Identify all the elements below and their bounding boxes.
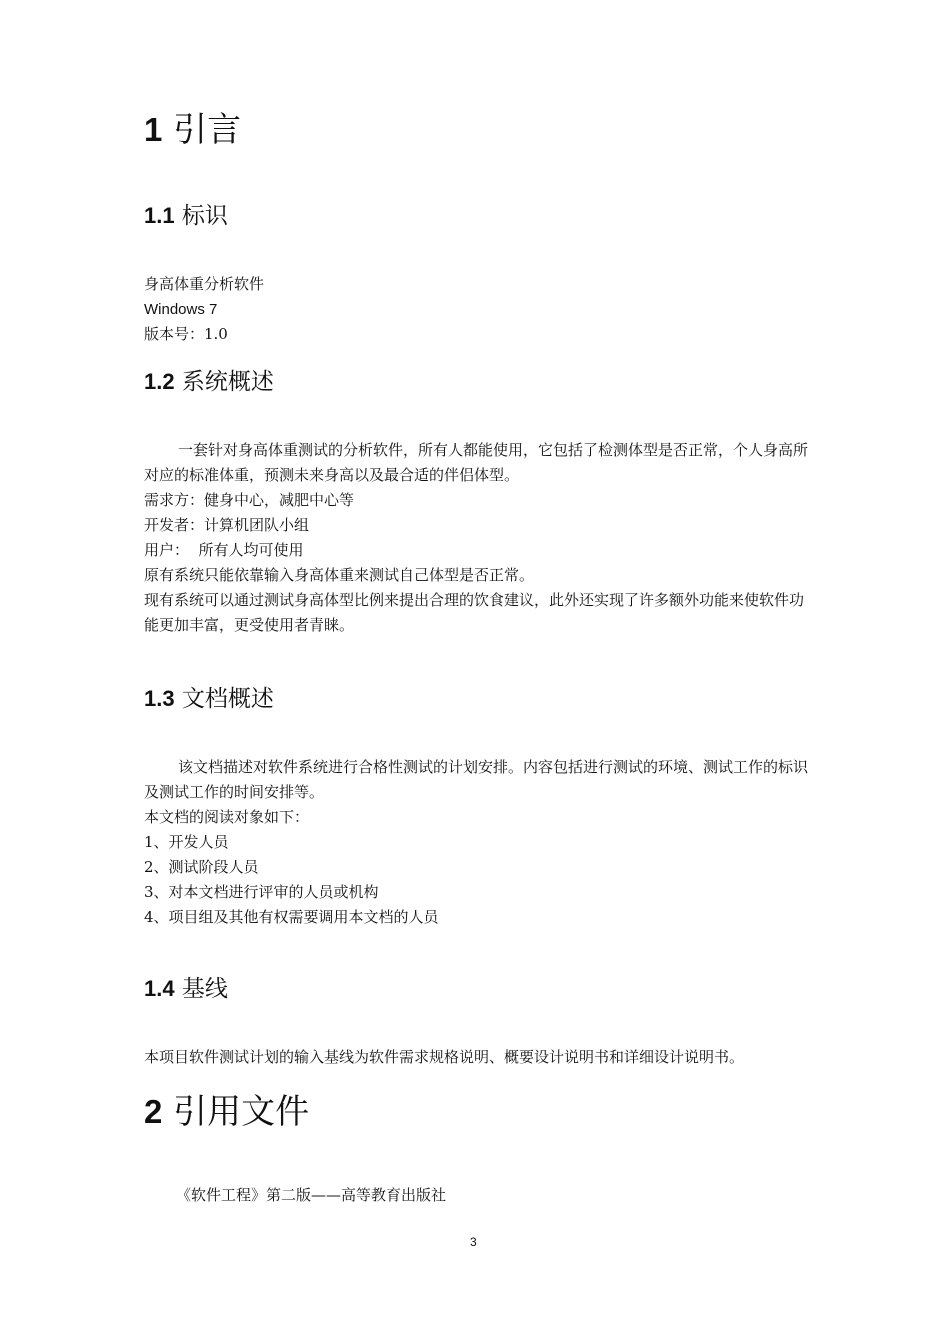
reader-item: 1、开发人员 [144,833,229,851]
heading-1-2-system-overview [144,367,274,397]
software-name: 身高体重分析软件 [144,275,265,293]
heading-1-3-document-overview [144,684,274,714]
heading-title: 引言 [173,110,242,150]
heading-number: 1.2 [144,369,175,394]
developer-line: 开发者：计算机团队小组 [144,516,310,534]
users-line: 用户： 所有人均可使用 [144,541,304,559]
system-overview-intro: 一套针对身高体重测试的分析软件，所有人都能使用，它包括了检测体型是否正常，个人身高所对应的标准体重，预测未来身高以及最合适的伴侣体型。 [144,441,809,484]
heading-title: 系统概述 [181,369,274,395]
baseline-text: 本项目软件测试计划的输入基线为软件需求规格说明、概要设计说明书和详细设计说明书。 [144,1048,745,1066]
heading-number: 1.1 [144,203,175,228]
reader-item: 3、对本文档进行评审的人员或机构 [144,883,379,901]
demander-line: 需求方：健身中心，减肥中心等 [144,491,355,509]
heading-2-references [144,1092,309,1132]
heading-title: 文档概述 [181,686,274,712]
readers-heading: 本文档的阅读对象如下： [144,808,310,826]
reference-item: 《软件工程》第二版——高等教育出版社 [176,1186,447,1204]
heading-title: 标识 [181,203,228,229]
new-system-paragraph: 现有系统可以通过测试身高体型比例来提出合理的饮食建议，此外还实现了许多额外功能来使软件功能更加丰富，更受使用者青睐。 [144,591,805,634]
document-overview-intro: 该文档描述对软件系统进行合格性测试的计划安排。内容包括进行测试的环境、测试工作的标识及测试工作的时间安排等。 [144,758,809,801]
heading-1-4-baseline [144,974,228,1004]
reader-item: 2、测试阶段人员 [144,858,259,876]
old-system-line: 原有系统只能依靠输入身高体重来测试自己体型是否正常。 [144,566,535,584]
heading-1-1-identification [144,201,228,231]
heading-number: 1.4 [144,976,175,1001]
heading-number: 2 [144,1093,163,1130]
page-number: 3 [470,1235,477,1249]
heading-number: 1 [144,111,163,148]
heading-1-intro [144,110,241,150]
heading-title: 基线 [181,976,228,1002]
operating-system: Windows 7 [144,301,218,318]
heading-title: 引用文件 [173,1092,310,1132]
reader-item: 4、项目组及其他有权需要调用本文档的人员 [144,908,439,926]
heading-number: 1.3 [144,686,175,711]
version-number: 版本号：1.0 [144,325,228,343]
